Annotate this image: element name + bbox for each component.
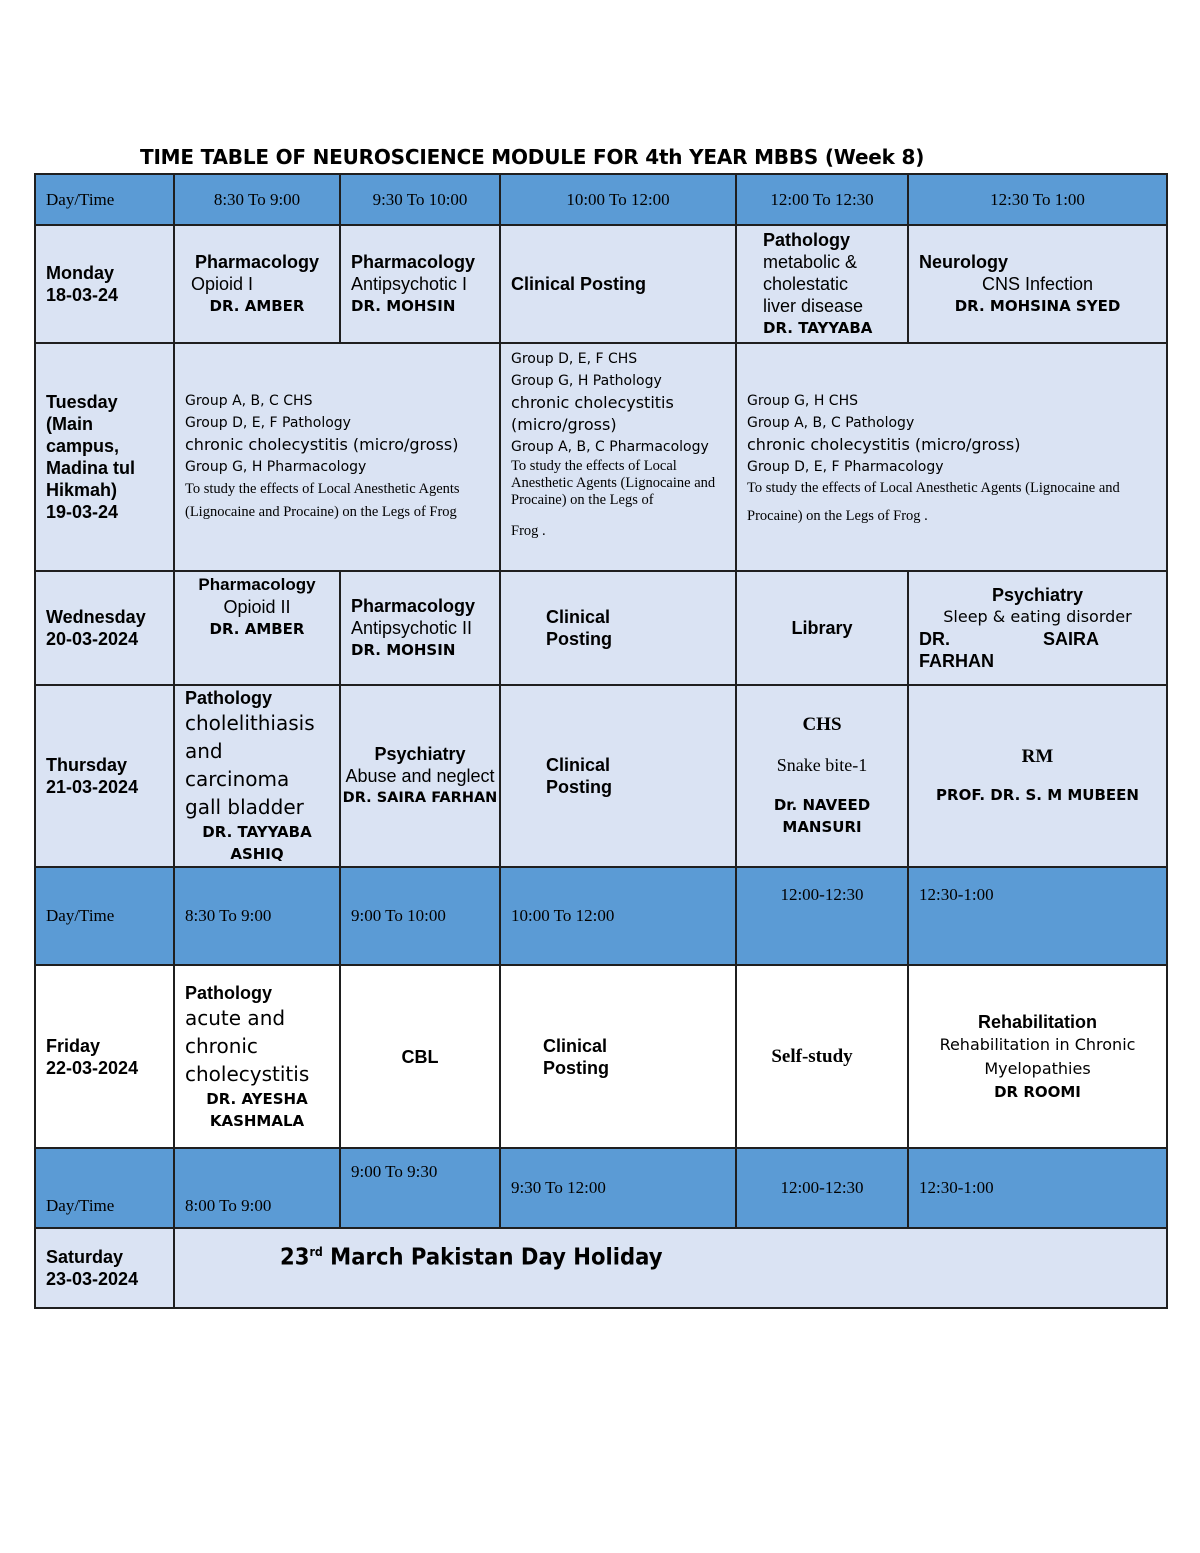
- practical: To study the effects of Local Anesthetic Agents: [185, 481, 460, 497]
- group-line: Group G, H CHS: [747, 392, 858, 409]
- header-slot-5: 12:30 To 1:00: [908, 174, 1167, 225]
- row-friday: [35, 965, 1167, 1148]
- cell-tuesday-a: [174, 343, 500, 571]
- day-date: 23-03-2024: [46, 1269, 139, 1289]
- topic: CNS Infection: [981, 274, 1094, 294]
- subject: Posting: [546, 629, 612, 649]
- day-name: Wednesday: [46, 607, 146, 627]
- subject: CHS: [802, 714, 842, 735]
- subject: Posting: [546, 777, 612, 797]
- doctor: DR. AMBER: [209, 620, 305, 638]
- subject: Clinical: [546, 607, 611, 627]
- header-row-3: [35, 1148, 1167, 1228]
- doctor: DR. MOHSIN: [351, 641, 456, 659]
- day-name: Madina tul: [46, 458, 135, 478]
- row-monday: [35, 225, 1167, 343]
- doctor: DR. MOHSIN: [351, 297, 456, 315]
- page-title: TIME TABLE OF NEUROSCIENCE MODULE FOR 4th YEAR MBBS (Week 8): [140, 145, 925, 169]
- topic: chronic: [185, 1033, 258, 1058]
- subject: Clinical: [546, 755, 611, 775]
- practical: To study the effects of Local Anesthetic Agents (Lignocaine and: [747, 479, 1120, 496]
- cell-wednesday-3: [500, 571, 736, 685]
- header-slot-3: 9:30 To 12:00: [500, 1148, 736, 1228]
- doctor: [919, 628, 1156, 650]
- group-line: Group G, H Pharmacology: [185, 459, 367, 475]
- header-slot-2: 9:00 To 10:00: [340, 867, 500, 965]
- cell-friday-2: [340, 965, 500, 1148]
- header-slot-2: 9:00 To 9:30: [340, 1148, 500, 1228]
- header-slot-2: 9:30 To 10:00: [340, 174, 500, 225]
- row-saturday: [35, 1228, 1167, 1308]
- cell-monday-2: [340, 225, 500, 343]
- header-slot-3: 10:00 To 12:00: [500, 174, 736, 225]
- practical: To study the effects of Local Anesthetic Agents (Lignocaine and Procaine) on the Legs of: [511, 458, 716, 508]
- subject: Pathology: [185, 982, 273, 1003]
- topic: cholecystitis: [185, 1061, 310, 1086]
- practical: Frog .: [511, 523, 546, 539]
- cell-saturday-holiday: [174, 1228, 1167, 1308]
- day-date: 20-03-2024: [46, 629, 139, 649]
- header-daytime: Day/Time: [35, 174, 174, 225]
- cell-friday-3: [500, 965, 736, 1148]
- header-row: [35, 174, 1167, 225]
- day-cell: [35, 1228, 174, 1308]
- holiday-ordinal: rd: [309, 1245, 323, 1259]
- subject: Neurology: [919, 252, 1009, 272]
- topic: Abuse and neglect: [345, 766, 495, 786]
- cell-wednesday-2: [340, 571, 500, 685]
- day-date: 21-03-2024: [46, 777, 139, 797]
- group-line: Group A, B, C Pathology: [747, 414, 915, 431]
- group-line: Group A, B, C CHS: [185, 393, 313, 409]
- doctor-part: DR.: [919, 629, 950, 649]
- header-slot-5: 12:30-1:00: [908, 867, 1167, 965]
- header-slot-4: 12:00 To 12:30: [736, 174, 908, 225]
- cell-thursday-4: [736, 685, 908, 867]
- doctor: DR. AMBER: [209, 297, 305, 315]
- cell-friday-4: [736, 965, 908, 1148]
- timetable: [34, 173, 1168, 1309]
- doctor: PROF. DR. S. M MUBEEN: [936, 786, 1139, 804]
- topic: Opioid I: [191, 274, 254, 294]
- topic: Myelopathies: [984, 1058, 1091, 1078]
- topic: chronic cholecystitis (micro/gross): [185, 435, 459, 454]
- topic: (micro/gross): [511, 415, 617, 434]
- cell-wednesday-1: [174, 571, 340, 685]
- topic: Rehabilitation in Chronic: [939, 1034, 1136, 1054]
- cell-tuesday-b: [500, 343, 736, 571]
- holiday-label: March Pakistan Day Holiday: [322, 1244, 663, 1271]
- header-slot-1: 8:30 To 9:00: [174, 867, 340, 965]
- topic: chronic cholecystitis (micro/gross): [747, 434, 1021, 454]
- topic: Antipsychotic II: [351, 618, 473, 638]
- cell-monday-4: [736, 225, 908, 343]
- subject: Pharmacology: [351, 596, 476, 616]
- day-cell: [35, 225, 174, 343]
- topic: liver disease: [763, 296, 864, 316]
- subject: Pharmacology: [194, 252, 320, 272]
- cell-tuesday-c: [736, 343, 1167, 571]
- header-slot-1: 8:00 To 9:00: [174, 1148, 340, 1228]
- day-name: (Main: [46, 414, 93, 434]
- topic: Snake bite-1: [776, 755, 868, 775]
- cell-monday-5: [908, 225, 1167, 343]
- topic: Antipsychotic I: [351, 274, 468, 294]
- doctor: DR ROOMI: [994, 1082, 1081, 1101]
- holiday-day: 23: [280, 1244, 310, 1271]
- subject: Pharmacology: [198, 575, 316, 594]
- subject: Psychiatry: [991, 585, 1084, 605]
- group-line: Group A, B, C Pharmacology: [511, 439, 709, 455]
- subject: Library: [791, 618, 853, 638]
- doctor: DR. MOHSINA SYED: [954, 297, 1121, 315]
- subject: Pathology: [763, 230, 851, 250]
- subject: Rehabilitation: [977, 1011, 1097, 1032]
- subject: RM: [1021, 746, 1054, 767]
- day-name: Hikmah): [46, 480, 118, 500]
- cell-friday-5: [908, 965, 1167, 1148]
- doctor-part: FARHAN: [919, 651, 994, 671]
- subject: Clinical Posting: [511, 274, 647, 294]
- cell-thursday-3: [500, 685, 736, 867]
- day-cell: [35, 571, 174, 685]
- topic: acute and: [185, 1005, 286, 1030]
- header-slot-3: 10:00 To 12:00: [500, 867, 736, 965]
- doctor-part: SAIRA: [1043, 629, 1100, 649]
- practical: Procaine) on the Legs of Frog .: [747, 507, 928, 524]
- header-daytime: Day/Time: [35, 1148, 174, 1228]
- doctor: DR. TAYYABA: [763, 319, 873, 337]
- subject: Self-study: [771, 1045, 853, 1067]
- day-name: Tuesday: [46, 392, 118, 412]
- day-name: Thursday: [46, 755, 128, 775]
- subject: Posting: [543, 1057, 609, 1078]
- topic: metabolic &: [763, 252, 858, 272]
- topic: cholestatic: [763, 274, 849, 294]
- row-thursday: [35, 685, 1167, 867]
- doctor: KASHMALA: [209, 1111, 305, 1130]
- topic: Sleep & eating disorder: [943, 607, 1132, 626]
- header-slot-5: 12:30-1:00: [908, 1148, 1167, 1228]
- day-cell: [35, 685, 174, 867]
- header-row-2: [35, 867, 1167, 965]
- day-name: Friday: [46, 1035, 101, 1056]
- doctor: Dr. NAVEED: [773, 796, 871, 814]
- cell-thursday-5: [908, 685, 1167, 867]
- subject: Psychiatry: [374, 744, 466, 764]
- topic: Opioid II: [223, 597, 291, 617]
- day-name: campus,: [46, 436, 120, 456]
- doctor: DR. TAYYABA: [202, 823, 312, 841]
- group-line: Group D, E, F CHS: [511, 351, 638, 367]
- topic: and carcinoma: [185, 739, 290, 791]
- cell-friday-1: [174, 965, 340, 1148]
- group-line: Group D, E, F Pathology: [185, 415, 351, 431]
- doctor: DR. SAIRA FARHAN: [342, 790, 498, 806]
- cell-wednesday-5: [908, 571, 1167, 685]
- header-slot-4: 12:00-12:30: [736, 867, 908, 965]
- doctor: ASHIQ: [230, 845, 284, 863]
- cell-wednesday-4: [736, 571, 908, 685]
- doctor: DR. AYESHA: [206, 1089, 308, 1108]
- row-wednesday: [35, 571, 1167, 685]
- subject: Clinical: [543, 1035, 608, 1056]
- subject: CBL: [401, 1046, 439, 1067]
- day-name: Monday: [46, 263, 115, 283]
- row-tuesday: [35, 343, 1167, 571]
- subject: Pharmacology: [351, 252, 476, 272]
- topic: gall bladder: [185, 795, 304, 819]
- group-line: Group G, H Pathology: [511, 373, 662, 389]
- topic: chronic cholecystitis: [511, 393, 674, 412]
- day-date: 19-03-24: [46, 502, 119, 522]
- cell-monday-1: [174, 225, 340, 343]
- subject: Pathology: [185, 688, 273, 708]
- doctor: MANSURI: [782, 818, 862, 836]
- day-date: 18-03-24: [46, 285, 119, 305]
- cell-thursday-1: [174, 685, 340, 867]
- header-daytime: Day/Time: [35, 867, 174, 965]
- day-cell: [35, 965, 174, 1148]
- cell-thursday-2: [340, 685, 500, 867]
- header-slot-4: 12:00-12:30: [736, 1148, 908, 1228]
- day-cell: [35, 343, 174, 571]
- day-date: 22-03-2024: [46, 1057, 139, 1078]
- practical: (Lignocaine and Procaine) on the Legs of Frog: [185, 504, 457, 520]
- group-line: Group D, E, F Pharmacology: [747, 458, 944, 475]
- header-slot-1: 8:30 To 9:00: [174, 174, 340, 225]
- cell-monday-3: [500, 225, 736, 343]
- day-name: Saturday: [46, 1247, 124, 1267]
- holiday-text: [280, 1241, 663, 1269]
- topic: cholelithiasis: [185, 711, 315, 735]
